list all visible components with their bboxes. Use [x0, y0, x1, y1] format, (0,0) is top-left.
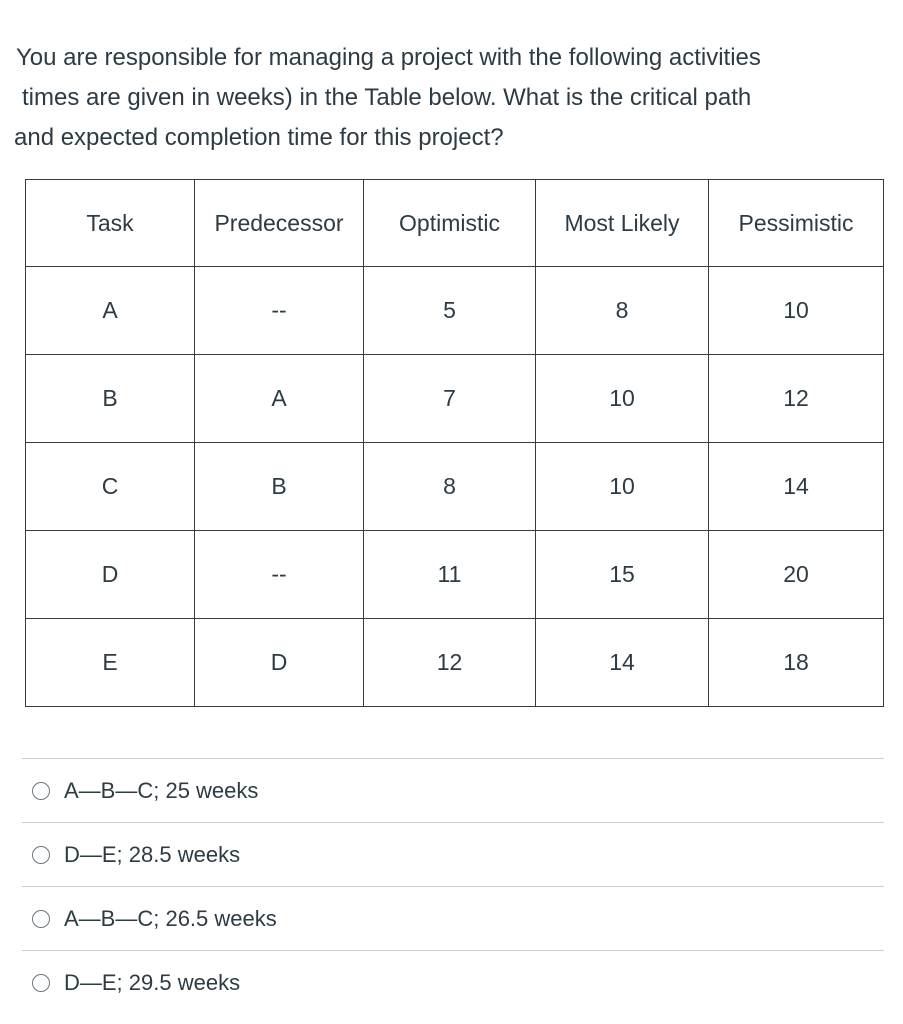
header-most-likely: Most Likely	[536, 180, 709, 267]
cell-optimistic: 11	[364, 531, 536, 619]
answer-label: D—E; 29.5 weeks	[64, 969, 241, 995]
table-row	[26, 355, 884, 443]
cell-optimistic: 12	[364, 619, 536, 707]
radio-button[interactable]	[32, 910, 50, 928]
cell-most-likely: 15	[536, 531, 709, 619]
cell-pessimistic: 12	[709, 355, 884, 443]
answer-label: D—E; 28.5 weeks	[64, 841, 241, 867]
cell-most-likely: 10	[536, 443, 709, 531]
cell-task: D	[26, 531, 195, 619]
cell-predecessor: --	[195, 531, 364, 619]
cell-most-likely: 14	[536, 619, 709, 707]
question-line: and expected completion time for this project?	[14, 124, 504, 151]
header-optimistic: Optimistic	[364, 180, 536, 267]
cell-pessimistic: 20	[709, 531, 884, 619]
answer-option[interactable]	[22, 950, 884, 1014]
header-predecessor: Predecessor	[195, 180, 364, 267]
table-row	[26, 267, 884, 355]
cell-predecessor: --	[195, 267, 364, 355]
radio-button[interactable]	[32, 846, 50, 864]
cell-optimistic: 7	[364, 355, 536, 443]
answer-options	[22, 758, 884, 1014]
answer-option[interactable]	[22, 822, 884, 886]
answer-label: A—B—C; 25 weeks	[64, 777, 259, 803]
header-pessimistic: Pessimistic	[709, 180, 884, 267]
table-row	[26, 443, 884, 531]
question-line: You are responsible for managing a project with the following activities	[16, 44, 761, 71]
table-header-row	[26, 180, 884, 267]
question-text	[0, 38, 880, 158]
cell-task: A	[26, 267, 195, 355]
table-row	[26, 619, 884, 707]
cell-predecessor: D	[195, 619, 364, 707]
radio-button[interactable]	[32, 782, 50, 800]
activity-table	[25, 179, 884, 707]
answer-option[interactable]	[22, 758, 884, 822]
table-row	[26, 531, 884, 619]
cell-optimistic: 5	[364, 267, 536, 355]
cell-pessimistic: 10	[709, 267, 884, 355]
question-line: times are given in weeks) in the Table below. What is the critical path	[22, 84, 752, 111]
cell-task: B	[26, 355, 195, 443]
cell-task: E	[26, 619, 195, 707]
cell-most-likely: 8	[536, 267, 709, 355]
cell-most-likely: 10	[536, 355, 709, 443]
cell-task: C	[26, 443, 195, 531]
cell-predecessor: A	[195, 355, 364, 443]
answer-option[interactable]	[22, 886, 884, 950]
answer-label: A—B—C; 26.5 weeks	[64, 905, 277, 931]
cell-predecessor: B	[195, 443, 364, 531]
cell-pessimistic: 18	[709, 619, 884, 707]
cell-pessimistic: 14	[709, 443, 884, 531]
cell-optimistic: 8	[364, 443, 536, 531]
header-task: Task	[26, 180, 195, 267]
radio-button[interactable]	[32, 974, 50, 992]
